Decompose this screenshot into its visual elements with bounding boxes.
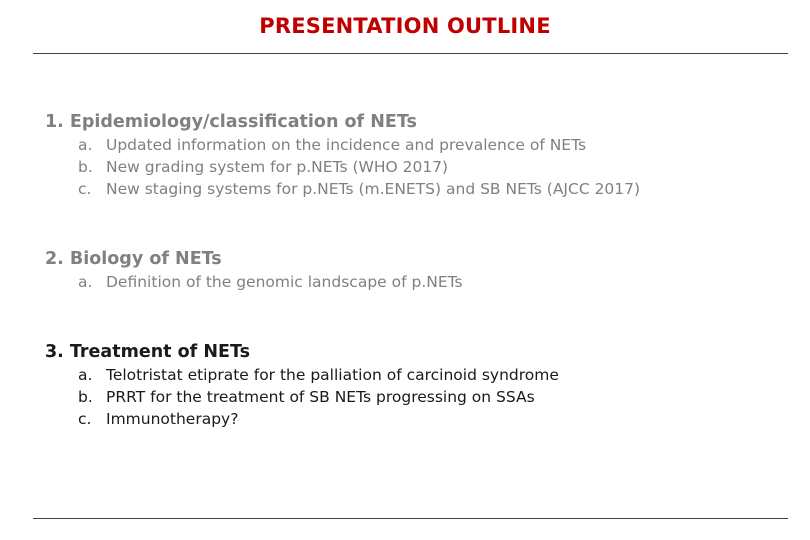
- item-letter: c.: [78, 410, 92, 428]
- item-text: Telotristat etiprate for the palliation of carcinoid syndrome: [106, 366, 559, 384]
- item-text: New grading system for p.NETs (WHO 2017): [106, 158, 449, 176]
- item-letter: a.: [78, 366, 93, 384]
- list-item: [78, 134, 640, 156]
- item-text: PRRT for the treatment of SB NETs progressing on SSAs: [106, 388, 535, 406]
- item-text: Definition of the genomic landscape of p.NETs: [106, 273, 463, 291]
- list-item: [78, 386, 559, 408]
- item-letter: b.: [78, 388, 93, 406]
- list-item: [78, 156, 640, 178]
- bottom-divider: [33, 518, 788, 519]
- list-item: [78, 271, 463, 293]
- item-letter: b.: [78, 158, 93, 176]
- section-item-list: [78, 271, 463, 293]
- top-divider: [33, 53, 788, 54]
- item-text: Updated information on the incidence and prevalence of NETs: [106, 136, 587, 154]
- outline-section-biology: [45, 247, 463, 293]
- section-heading: 2. Biology of NETs: [45, 249, 222, 269]
- section-heading: 1. Epidemiology/classification of NETs: [45, 112, 417, 132]
- section-item-list: [78, 134, 640, 200]
- list-item: [78, 408, 559, 430]
- item-text: Immunotherapy?: [106, 410, 239, 428]
- item-letter: c.: [78, 180, 92, 198]
- outline-section-epidemiology: [45, 110, 640, 200]
- outline-section-treatment: [45, 340, 559, 430]
- item-letter: a.: [78, 273, 93, 291]
- list-item: [78, 178, 640, 200]
- list-item: [78, 364, 559, 386]
- section-item-list: [78, 364, 559, 430]
- item-text: New staging systems for p.NETs (m.ENETS) and SB NETs (AJCC 2017): [106, 180, 641, 198]
- slide-title: PRESENTATION OUTLINE: [259, 14, 551, 38]
- section-heading: 3. Treatment of NETs: [45, 342, 250, 362]
- item-letter: a.: [78, 136, 93, 154]
